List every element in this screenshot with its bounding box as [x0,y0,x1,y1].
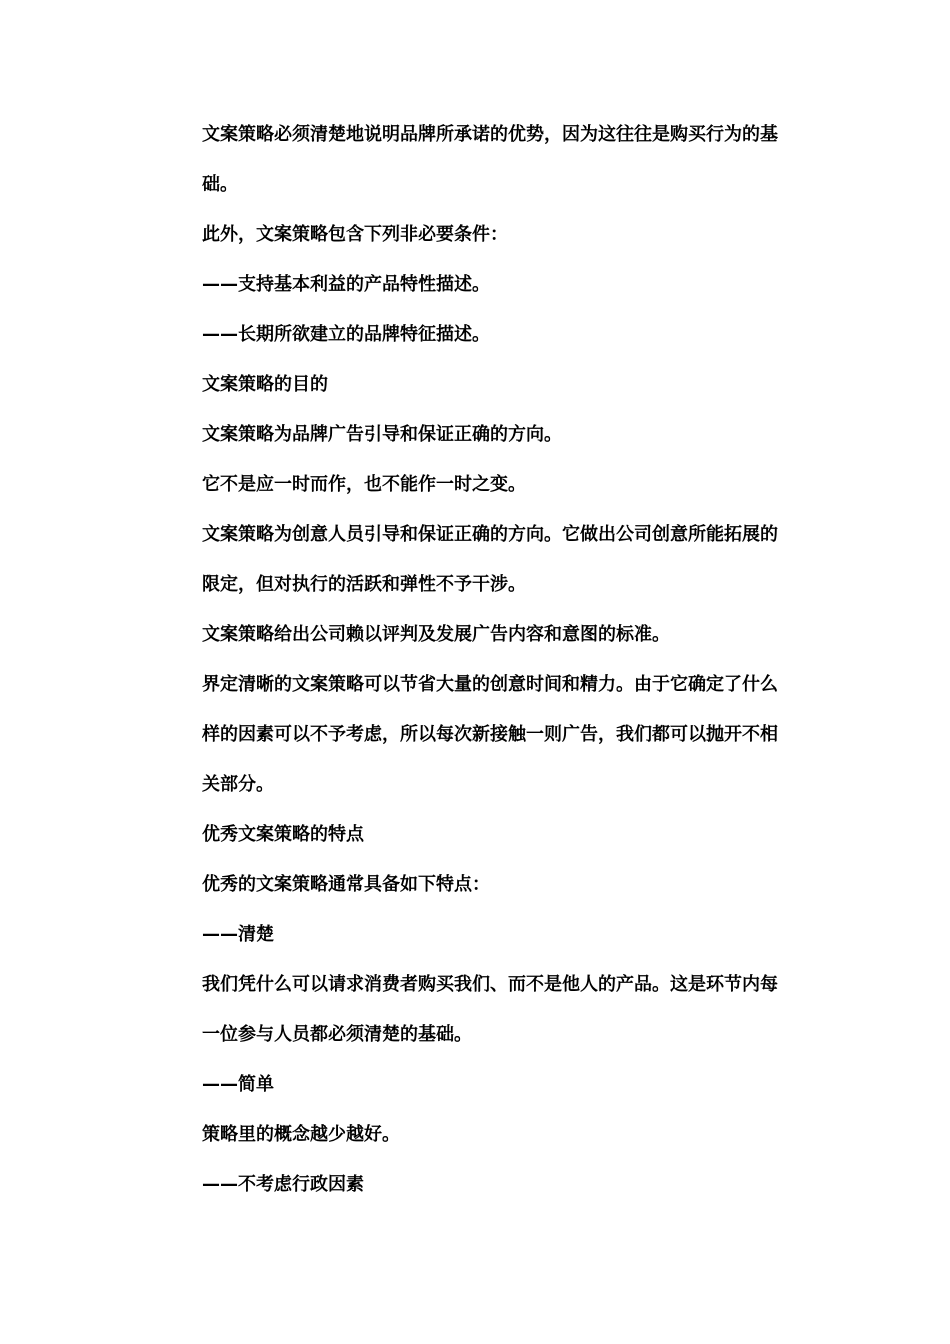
text-line: ——简单 [202,1074,274,1095]
text-line: 础。 [202,174,238,195]
text-line: 它不是应一时而作，也不能作一时之变。 [202,474,526,495]
text-line: 优秀的文案策略通常具备如下特点： [202,874,490,895]
text-line: 文案策略为创意人员引导和保证正确的方向。它做出公司创意所能拓展的 [202,524,778,545]
text-line: 文案策略必须清楚地说明品牌所承诺的优势，因为这往往是购买行为的基 [202,124,778,145]
text-line: ——长期所欲建立的品牌特征描述。 [202,324,490,345]
text-line: 关部分。 [202,774,274,795]
text-line: 此外，文案策略包含下列非必要条件： [202,224,508,245]
section-heading: 优秀文案策略的特点 [202,824,364,845]
text-line: 样的因素可以不予考虑，所以每次新接触一则广告，我们都可以抛开不相 [202,724,778,745]
text-line: 文案策略给出公司赖以评判及发展广告内容和意图的标准。 [202,624,670,645]
section-heading: 文案策略的目的 [202,374,328,395]
text-line: ——不考虑行政因素 [202,1174,364,1195]
text-line: ——清楚 [202,924,274,945]
text-line: 策略里的概念越少越好。 [202,1124,400,1145]
text-line: 界定清晰的文案策略可以节省大量的创意时间和精力。由于它确定了什么 [202,674,778,695]
text-line: 文案策略为品牌广告引导和保证正确的方向。 [202,424,562,445]
text-line: 我们凭什么可以请求消费者购买我们、而不是他人的产品。这是环节内每 [202,974,778,995]
text-line: ——支持基本利益的产品特性描述。 [202,274,490,295]
text-line: 一位参与人员都必须清楚的基础。 [202,1024,472,1045]
document-body [202,120,812,1220]
text-line: 限定，但对执行的活跃和弹性不予干涉。 [202,574,526,595]
